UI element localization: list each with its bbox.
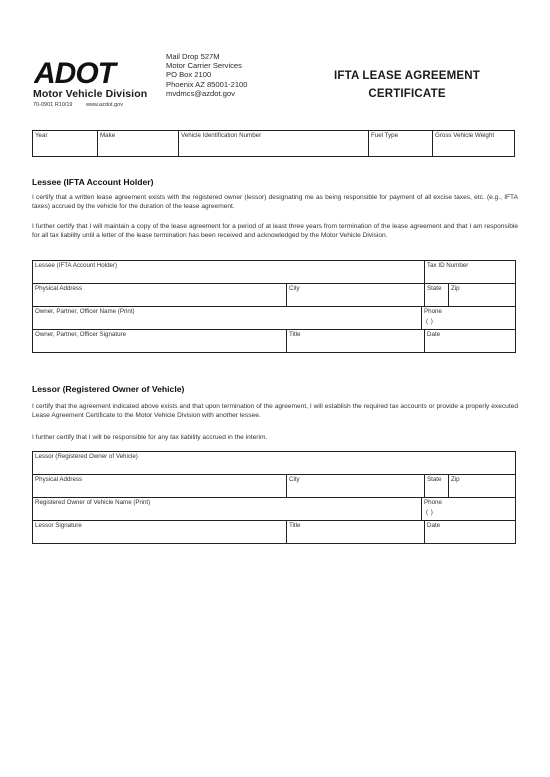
field-label: Registered Owner of Vehicle Name (Print) xyxy=(35,499,151,506)
lessor-name-field[interactable] xyxy=(33,452,516,475)
field-label: Owner, Partner, Officer Name (Print) xyxy=(35,308,135,315)
field-label: Tax ID Number xyxy=(427,262,469,269)
lessee-para-1: I certify that a written lease agreement exists with the registered owner (lessor) designating me as being responsible for payment of all excise taxes, etc. (e.g., IFTA taxes) accrued by the vehicle for the duration of the lease agreement. xyxy=(32,194,518,211)
address-line: Motor Carrier Services xyxy=(166,61,242,71)
fuel-type-field[interactable] xyxy=(369,131,433,157)
lessee-heading: Lessee (IFTA Account Holder) xyxy=(32,177,154,187)
title-line-2: CERTIFICATE xyxy=(368,88,446,100)
address-line: Phoenix AZ 85001-2100 xyxy=(166,79,248,89)
form-number-line xyxy=(33,102,123,108)
lessee-name-field[interactable] xyxy=(33,261,425,284)
officer-signature-field[interactable] xyxy=(33,330,287,353)
adot-logo xyxy=(34,58,140,86)
field-label: Physical Address xyxy=(35,285,83,292)
lessee-date-field[interactable] xyxy=(425,330,516,353)
year-field[interactable] xyxy=(33,131,98,157)
logo-text: ADOT xyxy=(34,58,115,86)
vehicle-table xyxy=(32,130,515,157)
phone-area-code: ( ) xyxy=(426,318,434,325)
field-label: Title xyxy=(289,331,301,338)
field-label: City xyxy=(289,285,300,292)
lessor-date-field[interactable] xyxy=(425,521,516,544)
lessor-title-field[interactable] xyxy=(287,521,425,544)
address-line: PO Box 2100 xyxy=(166,70,212,80)
address-line: Mail Drop 527M xyxy=(166,52,220,61)
field-label: Year xyxy=(35,132,48,139)
email-link[interactable]: mvdmcs@azdot.gov xyxy=(166,88,235,98)
make-field[interactable] xyxy=(98,131,179,157)
lessor-phone-field[interactable] xyxy=(422,498,516,521)
field-label: Owner, Partner, Officer Signature xyxy=(35,331,127,338)
field-label: Date xyxy=(427,522,441,529)
field-label: Phone xyxy=(424,499,442,506)
website-link[interactable]: www.azdot.gov xyxy=(85,102,123,108)
lessor-para-1: I certify that the agreement indicated above exists and that upon termination of the agreement, I will establish the required tax accounts or provide a properly executed Lease Agreement Certificate to the Motor Vehicle Division with another lessee. xyxy=(32,403,518,420)
field-label: Fuel Type xyxy=(371,132,399,139)
lessee-para-2: I further certify that I will maintain a copy of the lease agreement for a period of at least three years from termination of the lease agreement and that I am responsible for all tax liability until a letter of the lease termination has been received and acknowledged by the Motor Vehicle Division. xyxy=(32,223,518,240)
field-label: Zip xyxy=(451,285,460,292)
field-label: Make xyxy=(100,132,116,139)
lessor-zip-field[interactable] xyxy=(449,475,516,498)
field-label: Physical Address xyxy=(35,476,83,483)
lessor-signature-field[interactable] xyxy=(33,521,287,544)
field-label: State xyxy=(427,285,442,292)
lessor-heading: Lessor (Registered Owner of Vehicle) xyxy=(32,384,185,394)
lessee-zip-field[interactable] xyxy=(449,284,516,307)
title-line-1: IFTA LEASE AGREEMENT xyxy=(333,70,481,82)
lessee-phone-field[interactable] xyxy=(422,307,516,330)
lessor-address-field[interactable] xyxy=(33,475,287,498)
division-name: Motor Vehicle Division xyxy=(33,88,148,100)
field-label: Date xyxy=(427,331,441,338)
field-label: Lessee (IFTA Account Holder) xyxy=(35,262,118,269)
lessee-title-field[interactable] xyxy=(287,330,425,353)
lessor-para-2: I further certify that I will be responsible for any tax liability accrued in the interim. xyxy=(32,434,268,441)
lessee-state-field[interactable] xyxy=(425,284,449,307)
tax-id-field[interactable] xyxy=(425,261,516,284)
lessee-city-field[interactable] xyxy=(287,284,425,307)
lessor-state-field[interactable] xyxy=(425,475,449,498)
lessor-table xyxy=(32,451,516,544)
form-title xyxy=(320,67,494,103)
mailing-address xyxy=(166,52,247,98)
field-label: City xyxy=(289,476,300,483)
field-label: Title xyxy=(289,522,301,529)
field-label: Lessor Signature xyxy=(35,522,82,529)
owner-name-field[interactable] xyxy=(33,498,422,521)
form-number: 70-0901 R10/19 xyxy=(33,102,73,108)
lessor-city-field[interactable] xyxy=(287,475,425,498)
field-label: Lessor (Registered Owner of Vehicle) xyxy=(35,453,138,460)
field-label: Vehicle Identification Number xyxy=(181,132,262,139)
phone-area-code: ( ) xyxy=(426,509,434,516)
field-label: Zip xyxy=(451,476,460,483)
field-label: Gross Vehicle Weight xyxy=(435,132,495,139)
field-label: State xyxy=(427,476,442,483)
officer-name-field[interactable] xyxy=(33,307,422,330)
gross-weight-field[interactable] xyxy=(433,131,515,157)
lessee-address-field[interactable] xyxy=(33,284,287,307)
field-label: Phone xyxy=(424,308,442,315)
lessee-table xyxy=(32,260,516,353)
vin-field[interactable] xyxy=(179,131,369,157)
